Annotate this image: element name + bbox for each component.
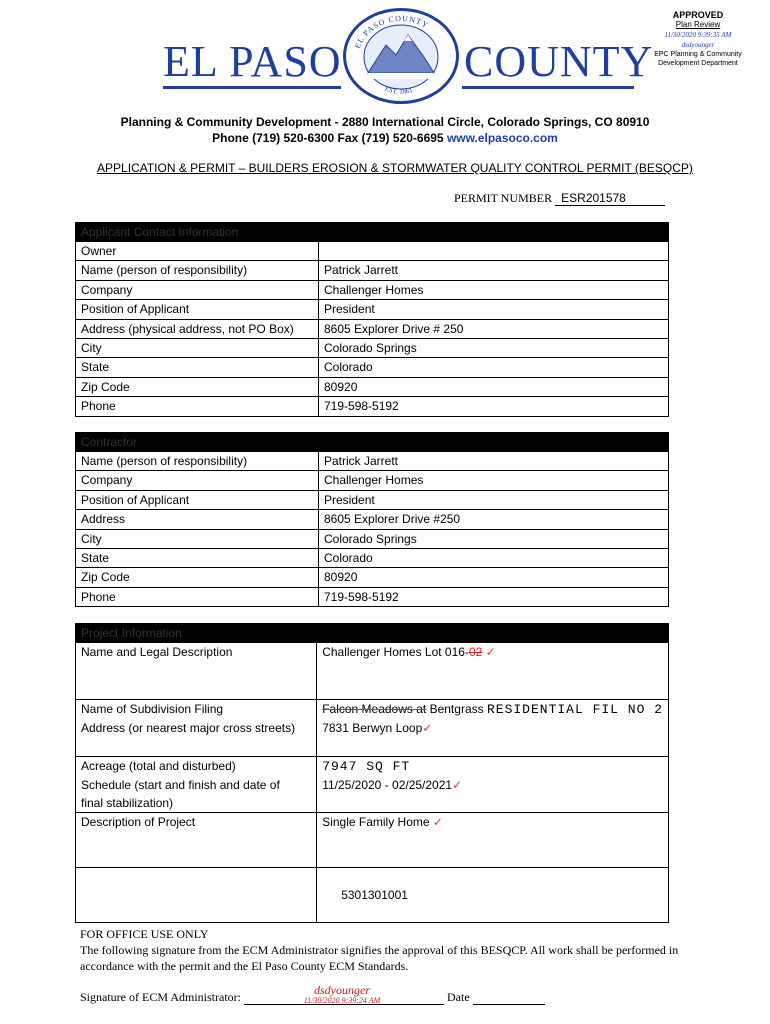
row-label: Zip Code (76, 377, 319, 396)
row-label: Company (76, 471, 319, 490)
seal-bottom-text: EST. 1861 (383, 84, 414, 96)
row-value: 80920 (319, 377, 669, 396)
schedule-label (76, 776, 317, 813)
legal-label: Name and Legal Description (76, 643, 317, 700)
row-label: State (76, 548, 319, 567)
address-value: 7831 Berwyn Loop (322, 721, 423, 735)
check-icon: ✓ (485, 645, 496, 659)
row-value: 80920 (319, 568, 669, 587)
subdivision-struck: Falcon Meadows at (322, 702, 427, 716)
table-row (76, 719, 669, 757)
acreage-label: Acreage (total and disturbed) (76, 757, 317, 777)
logo-text-right: COUNTY (464, 37, 654, 86)
table-row (76, 700, 669, 720)
acreage-value-cell (317, 757, 669, 777)
subdivision-value-cell (317, 700, 669, 720)
row-value (319, 242, 669, 261)
table-row (76, 452, 669, 471)
row-value: 719-598-5192 (319, 587, 669, 606)
subdivision-value: Bentgrass (426, 702, 484, 716)
schedule-value-cell (317, 776, 669, 813)
signature-name: dsdyounger (314, 983, 370, 997)
legal-struck: 02 (468, 645, 483, 659)
applicant-header: Applicant Contact Information (76, 223, 669, 242)
permit-label: PERMIT NUMBER (454, 191, 553, 205)
row-label: Phone (76, 397, 319, 416)
row-label: Zip Code (76, 568, 319, 587)
stamp-user: dsdyounger (681, 41, 715, 49)
table-row (76, 757, 669, 777)
row-label: Position of Applicant (76, 300, 319, 319)
row-value: Colorado Springs (319, 338, 669, 357)
permit-number (454, 191, 665, 206)
phone-fax: Phone (719) 520-6300 Fax (719) 520-6695 (212, 131, 444, 145)
office-text: The following signature from the ECM Administrator signifies the approval of this BESQCP. All work shall be performed in accordance with the permit and the El Paso County ECM Standards. (80, 943, 679, 973)
legal-value: Challenger Homes Lot 016- (322, 645, 469, 659)
table-row (76, 813, 669, 868)
row-value: 719-598-5192 (319, 397, 669, 416)
website-link[interactable]: www.elpasoco.com (446, 131, 558, 145)
table-row (76, 358, 669, 377)
row-value: Colorado Springs (319, 529, 669, 548)
logo-rule-left (163, 86, 341, 89)
row-value: President (319, 300, 669, 319)
legal-value-cell (317, 643, 669, 700)
form-title: APPLICATION & PERMIT – BUILDERS EROSION & STORMWATER QUALITY CONTROL PERMIT (BESQCP) (97, 161, 693, 175)
row-label: City (76, 529, 319, 548)
contact-line (0, 130, 770, 146)
description-value: Single Family Home (322, 815, 430, 829)
table-row (76, 490, 669, 509)
row-label: State (76, 358, 319, 377)
row-value: 8605 Explorer Drive # 250 (319, 319, 669, 338)
address-label: Address (or nearest major cross streets) (76, 719, 317, 757)
check-icon: ✓ (432, 815, 443, 829)
table-row (76, 280, 669, 299)
table-row (76, 568, 669, 587)
table-row (76, 510, 669, 529)
county-seal (343, 8, 459, 104)
stamp-timestamp: 11/30/2020 9:39:35 AM (664, 31, 732, 39)
row-value: 8605 Explorer Drive #250 (319, 510, 669, 529)
schedule-value: 11/25/2020 - 02/25/2021 (322, 778, 453, 792)
contractor-header: Contractor (76, 433, 669, 452)
parcel-label (76, 868, 317, 923)
project-table (75, 623, 669, 923)
description-label: Description of Project (76, 813, 317, 868)
row-label: Name (person of responsibility) (76, 452, 319, 471)
table-row (76, 587, 669, 606)
check-icon: ✓ (452, 778, 463, 792)
table-row (76, 529, 669, 548)
schedule-label-line1: Schedule (start and finish and date of (81, 778, 280, 792)
seal-arc-text: EL PASO COUNTY (352, 13, 431, 50)
table-row (76, 338, 669, 357)
acreage-value: 7947 SQ FT (322, 759, 411, 774)
logo-text-left: EL PASO (163, 37, 342, 86)
table-row (76, 261, 669, 280)
table-row (76, 397, 669, 416)
logo-rule-right (462, 86, 634, 89)
row-value: Colorado (319, 548, 669, 567)
subdivision-label: Name of Subdivision Filing (76, 700, 317, 720)
project-header: Project Information (76, 624, 669, 643)
row-value: Colorado (319, 358, 669, 377)
row-label: Address (physical address, not PO Box) (76, 319, 319, 338)
row-label: Phone (76, 587, 319, 606)
check-icon: ✓ (422, 721, 433, 735)
row-value: Patrick Jarrett (319, 452, 669, 471)
row-label: Address (76, 510, 319, 529)
table-row (76, 319, 669, 338)
subdivision-annotation: RESIDENTIAL FIL NO 2 (486, 702, 663, 717)
stamp-department: EPC Planning & Community Development Department (654, 51, 742, 67)
table-row (76, 776, 669, 813)
signature-label: Signature of ECM Administrator: (80, 990, 241, 1004)
contractor-table (75, 432, 669, 607)
description-value-cell (317, 813, 669, 868)
stamp-status: APPROVED (672, 10, 724, 20)
permit-value: ESR201578 (555, 191, 665, 206)
address-value-cell (317, 719, 669, 757)
row-value: Challenger Homes (319, 280, 669, 299)
table-row (76, 242, 669, 261)
table-row (76, 471, 669, 490)
date-label: Date (447, 990, 470, 1004)
row-label: Name (person of responsibility) (76, 261, 319, 280)
approval-stamp (643, 10, 753, 68)
row-label: Company (76, 280, 319, 299)
address-line: Planning & Community Development - 2880 International Circle, Colorado Springs, CO 80910 (120, 115, 650, 129)
table-row (76, 643, 669, 700)
applicant-table (75, 222, 669, 417)
row-value: President (319, 490, 669, 509)
signature-stamp (292, 984, 392, 1006)
table-row (76, 548, 669, 567)
stamp-review: Plan Review (675, 20, 721, 29)
row-label: City (76, 338, 319, 357)
parcel-value: 5301301001 (317, 868, 669, 923)
row-value: Challenger Homes (319, 471, 669, 490)
signature-timestamp: 11/30/2020 9:39:24 AM (303, 996, 381, 1005)
date-line (473, 1004, 545, 1005)
schedule-label-line2: final stabilization) (81, 796, 174, 810)
table-row (76, 300, 669, 319)
office-heading: FOR OFFICE USE ONLY (80, 927, 209, 941)
row-label: Owner (76, 242, 319, 261)
table-row (76, 377, 669, 396)
row-value: Patrick Jarrett (319, 261, 669, 280)
table-row (76, 868, 669, 923)
row-label: Position of Applicant (76, 490, 319, 509)
